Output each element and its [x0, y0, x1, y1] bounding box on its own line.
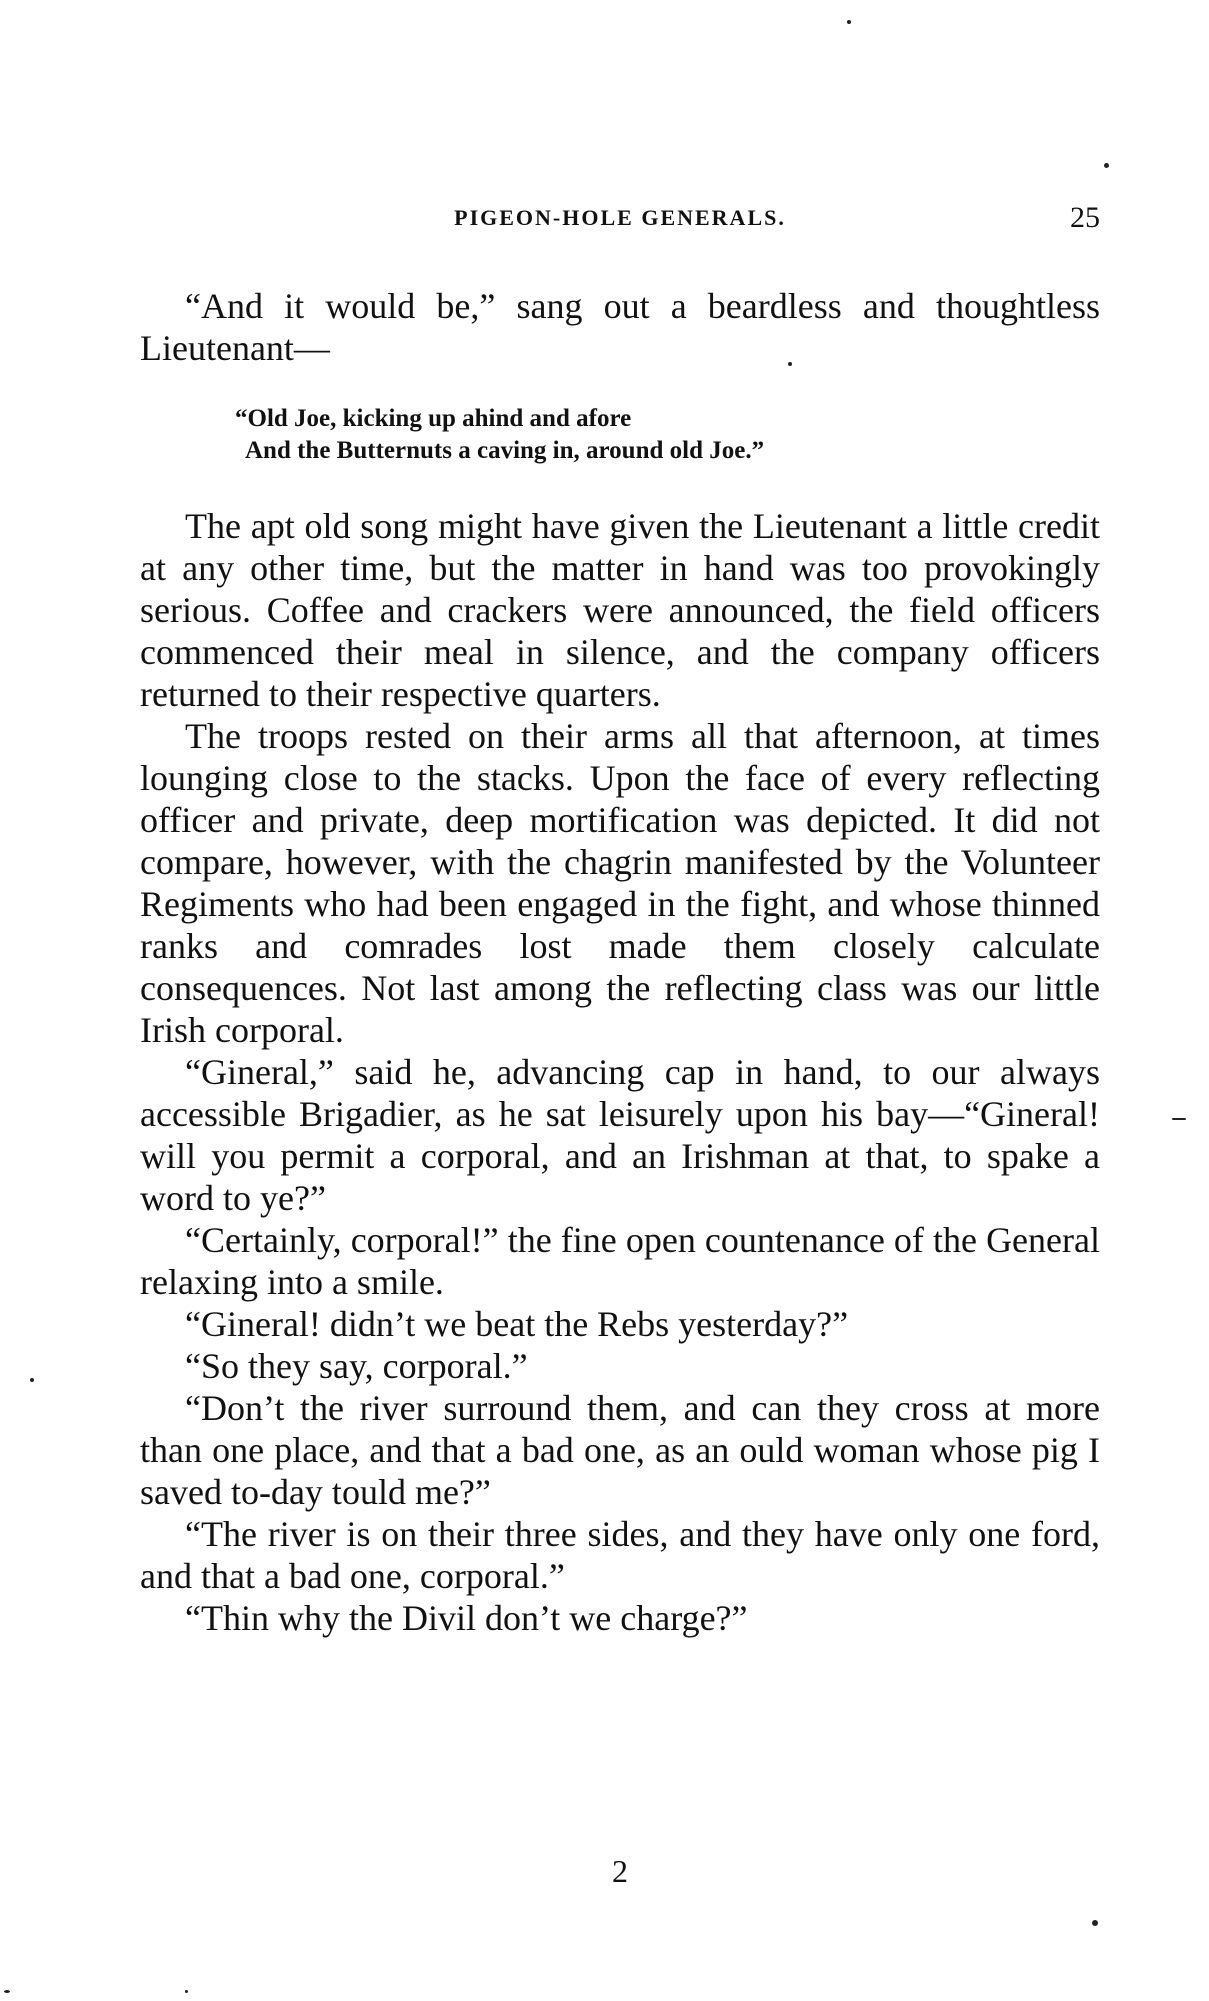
scan-speck — [847, 20, 851, 24]
paragraph: “Don’t the river surround them, and can they cross at more than one place, and that a bad one, as an ould woman whose pig I saved to-day tould me?” — [140, 1388, 1100, 1512]
scan-speck — [185, 1990, 188, 1993]
running-head — [140, 201, 1100, 239]
signature-mark: 2 — [612, 1853, 628, 1889]
paragraph: The troops rested on their arms all that afternoon, at times lounging close to the stacks. Upon the face of every reflecting officer and private, deep mortification was depicted. It did not compare, however, with the chagrin manifested by the Volunteer Regiments who had been engaged in the fight, and whose thinned ranks and comrades lost made them closely calculate consequences. Not last among the reflecting class was our little Irish corporal. — [140, 716, 1100, 1050]
paragraph: “Gineral! didn’t we beat the Rebs yesterday?” — [185, 1304, 849, 1344]
paragraph: “The river is on their three sides, and they have only one ford, and that a bad one, corporal.” — [140, 1514, 1100, 1596]
body-text — [140, 285, 1100, 1639]
scan-speck — [30, 1378, 34, 1382]
paragraph: “So they say, corporal.” — [185, 1346, 528, 1386]
scan-speck — [1104, 163, 1109, 168]
paragraph: “Gineral,” said he, advancing cap in hand, to our always accessible Brigadier, as he sat leisurely upon his bay—“Gineral! will you permit a corporal, and an Irishman at that, to spake a word to ye?” — [140, 1052, 1100, 1218]
scan-speck — [788, 362, 792, 366]
page-number: 25 — [1070, 201, 1100, 234]
paragraph: The apt old song might have given the Lieutenant a little credit at any other time, but the matter in hand was too provokingly serious. Coffee and crackers were announced, the field officers commenced their meal in silence, and the company officers returned to their respective quarters. — [140, 506, 1100, 714]
paragraph-lieutenant: “And it would be,” sang out a beardless and thoughtless Lieutenant— — [140, 286, 1100, 368]
paragraph: “Certainly, corporal!” the fine open countenance of the General relaxing into a smile. — [140, 1220, 1100, 1302]
song-line: And the Butternuts a caving in, around old Joe.” — [245, 437, 765, 464]
paragraph: “Thin why the Divil don’t we charge?” — [185, 1598, 748, 1638]
scan-speck — [1172, 1118, 1186, 1120]
running-title: PIGEON-HOLE GENERALS. — [454, 205, 786, 230]
song-line: “Old Joe, kicking up ahind and afore — [235, 405, 632, 432]
scan-speck — [4, 1990, 10, 1993]
song-quotation — [235, 403, 1100, 467]
scan-speck — [1092, 1920, 1098, 1926]
